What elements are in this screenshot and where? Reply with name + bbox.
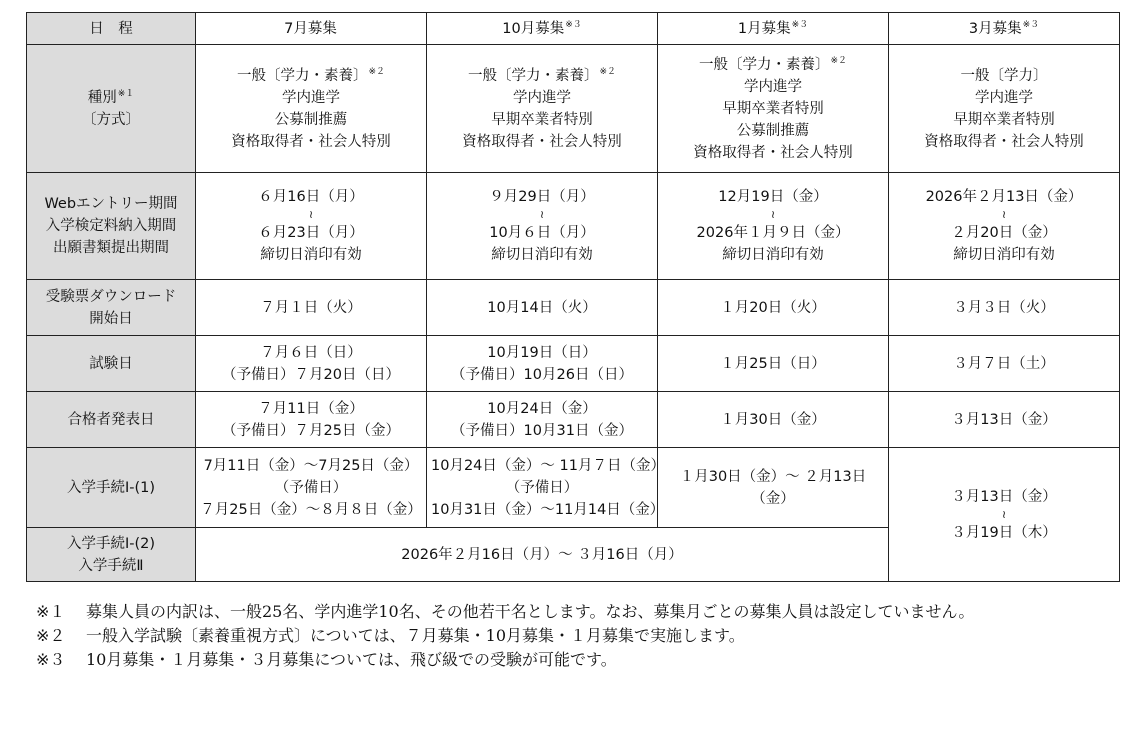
header-october: 10月募集$^{※3}$: [427, 13, 658, 45]
result-label: 合格者発表日: [27, 392, 196, 448]
types-july: 一般〔学力・素養〕$^{※2}$ 学内進学 公募制推薦 資格取得者・社会人特別: [196, 45, 427, 173]
range-wave-icon: ≀: [770, 208, 776, 221]
procedure1-july: 7月11日（金）～7月25日（金） （予備日） ７月25日（金）～８月８日（金）: [196, 448, 427, 528]
footnote-3: [36, 648, 1126, 672]
types-october: 一般〔学力・素養〕$^{※2}$ 学内進学 早期卒業者特別 資格取得者・社会人特別: [427, 45, 658, 173]
procedure1-label: 入学手続Ⅰ-(1): [27, 448, 196, 528]
download-row: [27, 280, 1120, 336]
periods-july: ６月16日（月） ≀ ６月23日（月） 締切日消印有効: [196, 173, 427, 280]
footnote-2: [36, 624, 1126, 648]
header-july: 7月募集: [196, 13, 427, 45]
schedule-table: [26, 12, 1120, 582]
types-january: 一般〔学力・素養〕$^{※2}$ 学内進学 早期卒業者特別 公募制推薦 資格取得者・社会人特別: [658, 45, 889, 173]
header-row: [27, 13, 1120, 45]
footnote-mark: ※１: [36, 602, 66, 621]
periods-january: 12月19日（金） ≀ 2026年１月９日（金） 締切日消印有効: [658, 173, 889, 280]
types-row: [27, 45, 1120, 173]
header-march: 3月募集$^{※3}$: [889, 13, 1120, 45]
exam-july: ７月６日（日） （予備日）７月20日（日）: [196, 336, 427, 392]
footnote-mark: ※３: [36, 650, 66, 669]
procedure2-value: 2026年２月16日（月）～ ３月16日（月）: [196, 528, 889, 582]
download-october: 10月14日（火）: [427, 280, 658, 336]
download-march: ３月３日（火）: [889, 280, 1120, 336]
exam-label: 試験日: [27, 336, 196, 392]
footnote-text: 10月募集・１月募集・３月募集については、飛び級での受験が可能です。: [86, 650, 617, 669]
footnote-mark: ※２: [36, 626, 66, 645]
periods-row: [27, 173, 1120, 280]
range-wave-icon: ≀: [539, 208, 545, 221]
types-march: 一般〔学力〕 学内進学 早期卒業者特別 資格取得者・社会人特別: [889, 45, 1120, 173]
periods-march: 2026年２月13日（金） ≀ ２月20日（金） 締切日消印有効: [889, 173, 1120, 280]
procedure2-label: 入学手続Ⅰ-(2) 入学手続Ⅱ: [27, 528, 196, 582]
footnote-text: 一般入学試験〔素養重視方式〕については、７月募集・10月募集・１月募集で実施します。: [86, 626, 745, 645]
footnote-text: 募集人員の内訳は、一般25名、学内進学10名、その他若干名とします。なお、募集月ごとの募集人員は設定していません。: [86, 602, 975, 621]
download-january: １月20日（火）: [658, 280, 889, 336]
result-row: [27, 392, 1120, 448]
procedure1-row: [27, 448, 1120, 528]
exam-row: [27, 336, 1120, 392]
range-wave-icon: ≀: [308, 208, 314, 221]
procedure1-january: １月30日（金）～ ２月13日（金）: [658, 448, 889, 528]
exam-march: ３月７日（土）: [889, 336, 1120, 392]
exam-october: 10月19日（日） （予備日）10月26日（日）: [427, 336, 658, 392]
exam-january: １月25日（日）: [658, 336, 889, 392]
range-wave-icon: ≀: [1001, 507, 1007, 521]
download-july: ７月１日（火）: [196, 280, 427, 336]
header-january: 1月募集$^{※3}$: [658, 13, 889, 45]
result-july: ７月11日（金） （予備日）７月25日（金）: [196, 392, 427, 448]
result-march: ３月13日（金）: [889, 392, 1120, 448]
range-wave-icon: ≀: [1001, 208, 1007, 221]
footnote-1: [36, 600, 1126, 624]
result-january: １月30日（金）: [658, 392, 889, 448]
periods-october: ９月29日（月） ≀ 10月６日（月） 締切日消印有効: [427, 173, 658, 280]
periods-label: Webエントリー期間 入学検定料納入期間 出願書類提出期間: [27, 173, 196, 280]
result-october: 10月24日（金） （予備日）10月31日（金）: [427, 392, 658, 448]
header-schedule-label: 日 程: [27, 13, 196, 45]
download-label: 受験票ダウンロード 開始日: [27, 280, 196, 336]
procedure-march: ３月13日（金） ≀ ３月19日（木）: [889, 448, 1120, 582]
procedure1-october: 10月24日（金）～ 11月７日（金） （予備日） 10月31日（金）～11月14日（金）: [427, 448, 658, 528]
footnotes: [36, 600, 1126, 672]
types-label: 種別$^{※1}$ 〔方式〕: [27, 45, 196, 173]
